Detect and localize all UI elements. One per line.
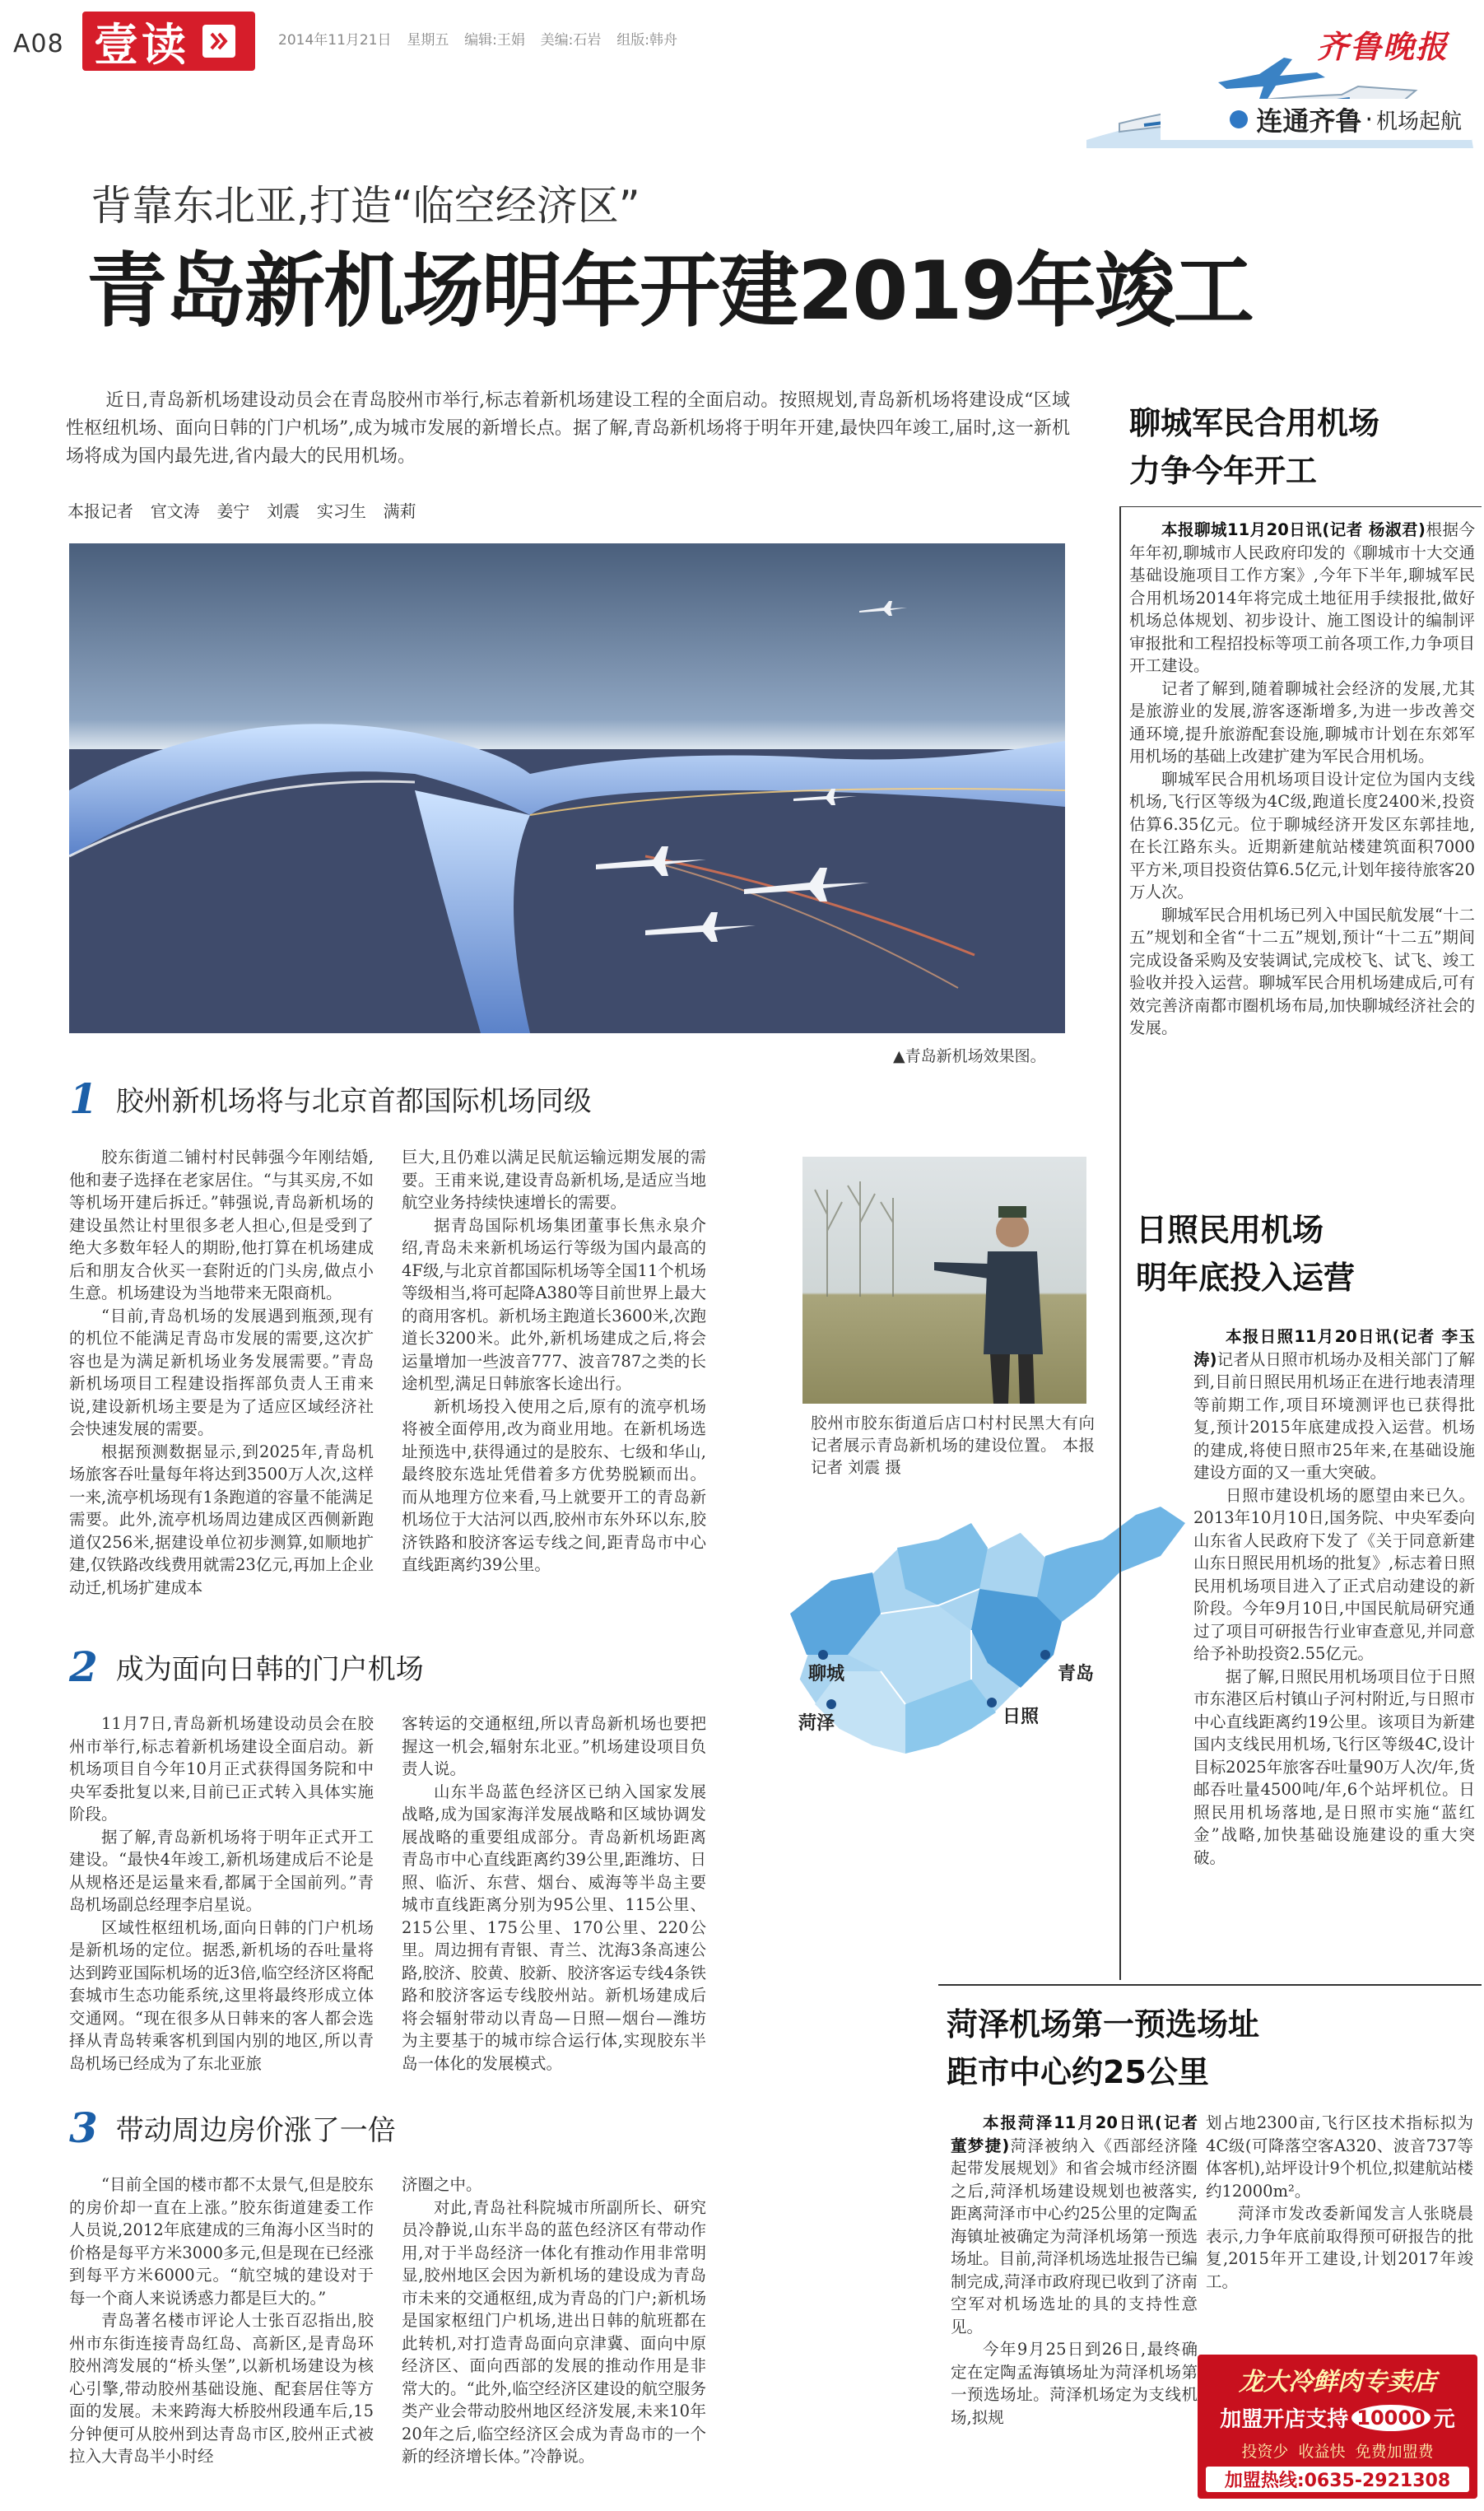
paragraph-text: 记者从日照市机场办及相关部门了解到,目前日照民用机场正在进行地表清理等前期工作,项目环境测评也已获得批复,预计2015年底建成投入运营。机场的建成,将使日照市25年来,在基础设施建设方面的又一重大突破。 <box>1193 1349 1475 1482</box>
heze-right-column <box>1206 2112 1473 2293</box>
paragraph-text: 菏泽被纳入《西部经济隆起带发展规划》和省会城市经济圈之后,菏泽机场建设规划也被落实,距离菏泽市中心约25公里的定陶孟海镇址被确定为菏泽机场第一预选场址。目前,菏泽机场选址报告已编制完成,菏泽市政府现已收到了济南空军对机场选址的具的支持性意见。 <box>951 2136 1198 2336</box>
paragraph: 济圈之中。 <box>402 2175 482 2194</box>
ad-box[interactable] <box>1198 2355 1477 2499</box>
heze-left-column <box>951 2112 1198 2429</box>
section-2-header <box>69 1642 424 1691</box>
photo2-caption: 胶州市胶东街道后店口村村民黑大有向记者展示青岛新机场的建设位置。 本报记者 刘震 摄 <box>811 1414 1095 1477</box>
title-line: 日照民用机场 <box>1136 1212 1324 1248</box>
map-label-rizhao: 日照 <box>1003 1707 1040 1727</box>
paragraph <box>951 2112 1198 2338</box>
shandong-map <box>774 1498 1202 1811</box>
paragraph: 据青岛国际机场集团董事长焦永泉介绍,青岛未来新机场运行等级为国内最高的4F级,与北京首都国际机场等全国11个机场等级相当,将可起降A380等目前世界上最大的商用客机。新机场主跑道长3600米,次跑道长3200米。此外,新机场建成之后,将会运量增加一些波音777、波音787之类的长途机型,满足日韩旅客长途出行。 <box>402 1215 706 1393</box>
title-line: 明年底投入运营 <box>1136 1260 1356 1296</box>
ad-slogan: 投资少 收益快 免费加盟费 <box>1241 2443 1434 2461</box>
paragraph <box>1193 1325 1475 1484</box>
title-line: 距市中心约25公里 <box>947 2054 1209 2090</box>
kicker: 背靠东北亚,打造“临空经济区” <box>91 182 640 230</box>
section-number: 2 <box>69 1642 98 1691</box>
section-title: 带动周边房价涨了一倍 <box>115 2114 396 2147</box>
paragraph: “目前全国的楼市都不太景气,但是胶东的房价却一直在上涨。”胶东街道建委工作人员说,2012年底建成的三角海小区当时的价格是每平方米3000多元,但是现在已经涨到每平方米6000元。“航空城的建设对于每一个商人来说诱惑力都是巨大的。” <box>69 2175 374 2308</box>
banner-main: 连通齐鲁 <box>1256 105 1362 137</box>
s2-right-column <box>402 1712 706 2075</box>
byline: 本报聊城11月20日讯(记者 杨淑君) <box>1161 520 1426 539</box>
byline: 本报菏泽11月20日讯(记者 董梦捷) <box>951 2113 1198 2155</box>
rizhao-text <box>1193 1325 1475 1869</box>
paragraph: 巨大,且仍难以满足民航运输远期发展的需要。王甫来说,建设青岛新机场,是适应当地航空业务持续快速增长的需要。 <box>402 1148 706 1212</box>
paragraph-text: 根据今年年初,聊城市人民政府印发的《聊城市十大交通基础设施项目工作方案》,今年下半年,聊城军民合用机场2014年将完成土地征用手续报批,做好机场总体规划、初步设计、施工图设计的编制评审报批和工程招投标等项工前各项工作,力争项目开工建设。 <box>1129 520 1475 675</box>
airport-rendering-photo <box>69 543 1065 1033</box>
paragraph: 记者了解到,随着聊城社会经济的发展,尤其是旅游业的发展,游客逐渐增多,为进一步改善交通环境,提升旅游配套设施,聊城市计划在东郊军用机场的基础上改建扩建为军民合用机场。 <box>1129 678 1475 766</box>
heze-divider <box>938 1984 1482 1986</box>
banner-dot: · <box>1365 105 1373 134</box>
paragraph: 山东半岛蓝色经济区已纳入国家发展战略,成为国家海洋发展战略和区域协调发展战略的重要组成部分。青岛新机场距离青岛市中心直线距离约39公里,距潍坊、日照、临沂、东营、烟台、威海等半岛主要城市直线距离分别为95公里、115公里、215公里、175公里、170公里、220公里。周边拥有青银、青兰、沈海3条高速公路,胶济、胶黄、胶新、胶济客运专线4条铁路和胶济客运专线胶州站。新机场建成后将会辐射带动以青岛—日照—烟台—潍坊为主要基于的城市综合运行体,实现胶东半岛一体化的发展模式。 <box>402 1782 706 2073</box>
paragraph: 对此,青岛社科院城市所副所长、研究员冷静说,山东半岛的蓝色经济区有带动作用,对于半岛经济一体化有推动作用非常明显,胶州地区会因为新机场的建设成为青岛市未来的交通枢纽,成为青岛的门户;新机场是国家枢纽门户机场,进出日韩的航班都在此转机,对打造青岛面向京津冀、面向中原经济区、面向西部的发展的推动作用是非常大的。“此外,临空经济区建设的航空服务类产业会带动胶州地区经济发展,未来10年20年之后,临空经济区会成为青岛市的一个新的经济增长体。”冷静说。 <box>402 2197 706 2466</box>
section-number: 1 <box>69 1074 98 1123</box>
paragraph: 新机场投入使用之后,原有的流亭机场将被全面停用,改为商业用地。在新机场选址预选中,获得通过的是胶东、七级和华山,最终胶东选址凭借着多方优势脱颖而出。而从地理方位来看,马上就要开工的青岛新机场位于大沽河以西,胶州市东外环以东,胶济铁路和胶济客运专线之间,距青岛市中心直线距离约39公里。 <box>402 1396 706 1574</box>
byline: 本报日照11月20日讯(记者 李玉涛) <box>1193 1327 1475 1369</box>
paragraph: 客转运的交通枢纽,所以青岛新机场也要把握这一机会,辐射东北亚。”机场建设项目负责人说。 <box>402 1714 706 1778</box>
s2-left-column <box>69 1712 374 2075</box>
title-line: 聊城军民合用机场 <box>1129 405 1380 441</box>
ad-amount: 10000 <box>1351 2405 1431 2431</box>
title-line: 菏泽机场第一预选场址 <box>947 2006 1260 2043</box>
paragraph: 根据预测数据显示,到2025年,青岛机场旅客吞吐量每年将达到3500万人次,这样一来,流亭机场现有1条跑道的容量不能满足需要。此外,流亭机场周边建成区西侧新跑道仅256米,据建设单位初步测算,如顺地扩建,仅铁路改线费用就需23亿元,再加上企业动迁,机场扩建成本 <box>69 1442 374 1597</box>
photo-caption: ▲青岛新机场效果图。 <box>893 1047 1046 1065</box>
page-number: A08 <box>13 30 64 58</box>
s1-right-column <box>402 1146 706 1577</box>
paragraph: 划占地2300亩,飞行区技术指标拟为4C级(可降落空客A320、波音737等体客机),站坪设计9个机位,拟建航站楼约12000m²。 <box>1206 2113 1473 2201</box>
right-column-border <box>1119 506 1121 1980</box>
ad-hotline: 加盟热线:0635-2921308 <box>1206 2467 1469 2492</box>
liaocheng-text <box>1129 519 1475 1040</box>
ad-offer-text: 加盟开店支持 <box>1220 2407 1349 2432</box>
title-line: 力争今年开工 <box>1129 453 1318 489</box>
section-title: 胶州新机场将与北京首都国际机场同级 <box>115 1085 592 1118</box>
s3-right-column <box>402 2173 706 2468</box>
byline: 本报记者 官文涛 姜宁 刘震 实习生 满莉 <box>67 501 416 521</box>
paper-logo: 齐鲁晚报 <box>1317 28 1449 65</box>
paragraph: 青岛著名楼市评论人士张百忍指出,胶州市东街连接青岛红岛、高新区,是青岛环胶州湾发展的“桥头堡”,以新机场建设为核心引擎,带动胶州基础设施、配套居住等方面的发展。未来跨海大桥胶州段通车后,15分钟便可从胶州到达青岛市区,胶州正式被拉入大青岛半小时经 <box>69 2311 374 2466</box>
paragraph: 11月7日,青岛新机场建设动员会在胶州市举行,标志着新机场建设全面启动。新机场项目自今年10月正式获得国务院和中央军委批复以来,目前已正式转入具体实施阶段。 <box>69 1714 374 1824</box>
paragraph: 据了解,青岛新机场将于明年正式开工建设。“最快4年竣工,新机场建成后不论是从规格还是运量来看,都属于全国前列。”青岛机场副总经理李启星说。 <box>69 1827 374 1914</box>
section-number: 3 <box>69 2103 98 2152</box>
banner-dot-icon <box>1230 110 1248 128</box>
paragraph <box>1129 519 1475 678</box>
s1-left-column <box>69 1146 374 1599</box>
paragraph: 胶东街道二铺村村民韩强今年刚结婚,他和妻子选择在老家居住。“与其买房,不如等机场开建后拆迁。”韩强说,青岛新机场的建设虽然让村里很多老人担心,但是受到了绝大多数年轻人的期盼,他打算在机场建成后和朋友合伙买一套附近的门头房,做点小生意。机场建设为当地带来无限商机。 <box>69 1148 374 1302</box>
map-label-heze: 菏泽 <box>798 1713 835 1734</box>
lead-paragraph: 近日,青岛新机场建设动员会在青岛胶州市举行,标志着新机场建设工程的全面启动。按照规划,青岛新机场将建设成“区域性枢纽机场、面向日韩的门户机场”,成为城市发展的新增长点。据了解,青岛新机场将于明年开建,最快四年竣工,届时,这一新机场将成为国内最先进,省内最大的民用机场。 <box>66 390 1070 467</box>
map-label-qingdao: 青岛 <box>1058 1664 1095 1684</box>
issue-meta: 2014年11月21日 星期五 编辑:王娟 美编:石岩 组版:韩舟 <box>278 32 677 49</box>
ad-title: 龙大冷鲜肉专卖店 <box>1239 2368 1436 2397</box>
s3-left-column <box>69 2173 374 2468</box>
liaocheng-title <box>1129 399 1379 495</box>
right-box-frame <box>1119 506 1482 507</box>
section-title: 壹读 <box>94 18 189 71</box>
map-label-liaocheng: 聊城 <box>808 1664 845 1684</box>
villager-photo <box>802 1157 1086 1404</box>
rizhao-title <box>1136 1206 1355 1302</box>
paragraph: 今年9月25日到26日,最终确定在定陶孟海镇场址为菏泽机场第一预选场址。菏泽机场定为支线机场,拟规 <box>951 2340 1198 2427</box>
paragraph: 据了解,日照民用机场项目位于日照市东港区后村镇山子河村附近,与日照市中心直线距离约19公里。该项目为新建国内支线民用机场,飞行区等级4C,设计目标2025年旅客吞吐量90万人次/年,货邮吞吐量4500吨/年,6个站坪机位。日照民用机场落地,是日照市实施“蓝红金”战略,加快基础设施建设的重大突破。 <box>1193 1666 1475 1867</box>
paragraph: “目前,青岛机场的发展遇到瓶颈,现有的机位不能满足青岛市发展的需要,这次扩容也是为满足新机场业务发展需要。”青岛新机场项目工程建设指挥部负责人王甫来说,建设新机场主要是为了适应区域经济社会快速发展的需要。 <box>69 1306 374 1438</box>
paragraph: 区域性枢纽机场,面向日韩的门户机场是新机场的定位。据悉,新机场的吞吐量将达到跨亚国际机场的近3倍,临空经济区将配套城市生态功能系统,这里将最终形成立体交通网。“现在很多从日韩来的客人都会选择从青岛转乘客机到国内别的地区,所以青岛机场已经成为了东北亚旅 <box>69 1917 374 2073</box>
paragraph: 菏泽市发改委新闻发言人张晓晨表示,力争年底前取得预可研报告的批复,2015年开工建设,计划2017年竣工。 <box>1206 2204 1473 2291</box>
banner-sub: 机场起航 <box>1375 109 1462 134</box>
banner-bar <box>1161 99 1472 140</box>
double-chevron-icon <box>202 25 235 58</box>
section-1-header <box>69 1074 592 1123</box>
section-tag <box>82 12 255 71</box>
section-title: 成为面向日韩的门户机场 <box>115 1653 424 1686</box>
ad-offer <box>1206 2402 1469 2433</box>
paragraph: 聊城军民合用机场项目设计定位为国内支线机场,飞行区等级为4C级,跑道长度2400米,投资估算6.35亿元。位于聊城经济开发区东郭挂地,在长江路东头。近期新建航站楼建筑面积7000平方米,项目投资估算6.5亿元,计划年接待旅客20万人次。 <box>1129 769 1475 901</box>
ad-unit: 元 <box>1433 2407 1455 2432</box>
paragraph: 聊城军民合用机场已列入中国民航发展“十二五”规划和全省“十二五”规划,预计“十二五”期间完成设备采购及安装调试,完成校飞、试飞、竣工验收并投入运营。聊城军民合用机场建成后,可有效完善济南都市圈机场布局,加快聊城经济社会的发展。 <box>1129 905 1475 1037</box>
heze-title <box>947 2001 1259 2096</box>
section-3-header <box>69 2103 396 2152</box>
paragraph: 日照市建设机场的愿望由来已久。2013年10月10日,国务院、中央军委向山东省人民政府下发了《关于同意新建山东日照民用机场的批复》,标志着日照民用机场项目进入了正式启动建设的新阶段。今年9月10日,中国民航局研究通过了项目可研报告行业审查意见,并同意给予补助投资2.55亿元。 <box>1193 1485 1475 1663</box>
headline: 青岛新机场明年开建2019年竣工 <box>86 245 1253 338</box>
